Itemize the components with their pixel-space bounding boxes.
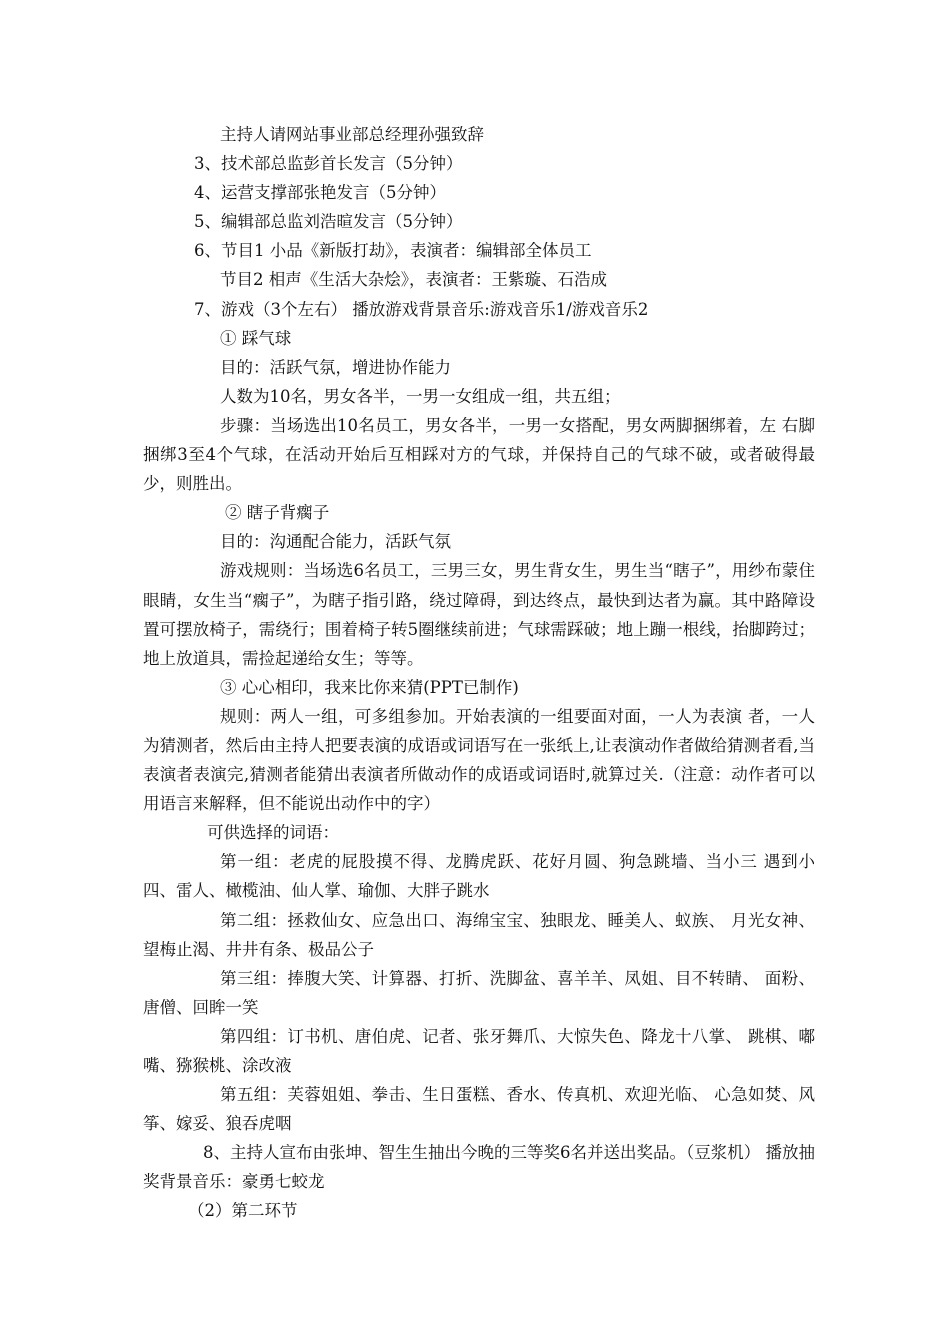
word-options-title: 可供选择的词语： xyxy=(207,823,339,843)
agenda-item-7: 7、游戏（3个左右） 播放游戏背景音乐:游戏音乐1/游戏音乐2 xyxy=(194,299,649,319)
word-group-3: 第三组：捧腹大笑、计算器、打折、洗脚盆、喜羊羊、凤姐、目不转睛、 面粉、唐僧、回眸一笑 xyxy=(143,968,815,1017)
word-group-4: 第四组：订书机、唐伯虎、记者、张牙舞爪、大惊失色、降龙十八掌、 跳棋、嘟嘴、猕猴桃、涂改液 xyxy=(143,1026,815,1075)
section-2-heading: （2）第二环节 xyxy=(188,1201,298,1221)
word-group-1: 第一组：老虎的屁股摸不得、龙腾虎跃、花好月圆、狗急跳墙、当小三 遇到小四、雷人、橄榄油、仙人掌、瑜伽、大胖子跳水 xyxy=(143,852,815,901)
game-1-title: ① 踩气球 xyxy=(220,328,292,348)
word-group-5: 第五组：芙蓉姐姐、拳击、生日蛋糕、香水、传真机、欢迎光临、 心急如焚、风筝、嫁妥、狼吞虎咽 xyxy=(143,1085,815,1134)
agenda-item-4: 4、运营支撑部张艳发言（5分钟） xyxy=(194,183,446,203)
program-2-line: 节目2 相声《生活大杂烩》，表演者：王紫璇、石浩成 xyxy=(220,270,607,290)
agenda-item-5: 5、编辑部总监刘浩暄发言（5分钟） xyxy=(194,212,463,232)
host-invite-line: 主持人请网站事业部总经理孙强致辞 xyxy=(220,125,484,144)
game-1-people: 人数为10名，男女各半，一男一女组成一组，共五组； xyxy=(220,386,621,406)
document-body xyxy=(143,120,815,1226)
game-2-title: ② 瞎子背瘸子 xyxy=(225,503,330,523)
word-group-2: 第二组：拯救仙女、应急出口、海绵宝宝、独眼龙、睡美人、蚁族、 月光女神、望梅止渴、井井有条、极品公子 xyxy=(143,910,815,959)
agenda-item-3: 3、技术部总监彭首长发言（5分钟） xyxy=(194,154,463,174)
game-3-rules: 规则：两人一组，可多组参加。开始表演的一组要面对面，一人为表演 者，一人为猜测者，然后由主持人把要表演的成语或词语写在一张纸上,让表演动作者做给猜测者看,当表演者表演完,猜测者能猜出表演者所做动作的成语或词语时,就算过关.（注意：动作者可以用语言来解释，但不能说出动作中的字） xyxy=(143,706,815,814)
agenda-item-8: 8、主持人宣布由张坤、智生生抽出今晚的三等奖6名并送出奖品。（豆浆机） 播放抽奖背景音乐：豪勇七蛟龙 xyxy=(143,1143,815,1192)
game-3-title: ③ 心心相印，我来比你来猜(PPT已制作) xyxy=(220,677,519,697)
game-2-rules: 游戏规则：当场选6名员工，三男三女，男生背女生，男生当“瞎子”，用纱布蒙住眼睛，女生当“瘸子”，为瞎子指引路，绕过障碍，到达终点，最快到达者为赢。其中路障设置可摆放椅子，需绕行；围着椅子转5圈继续前进；气球需踩破；地上蹦一根线，抬脚跨过；地上放道具，需捡起递给女生；等等。 xyxy=(143,561,815,668)
game-1-purpose: 目的：活跃气氛，增进协作能力 xyxy=(220,357,451,377)
game-1-steps: 步骤：当场选出10名员工，男女各半，一男一女搭配，男女两脚捆绑着，左 右脚捆绑3至4个气球，在活动开始后互相踩对方的气球，并保持自己的气球不破，或者破得最少，则胜出。 xyxy=(143,415,815,494)
agenda-item-6: 6、节目1 小品《新版打劫》，表演者：编辑部全体员工 xyxy=(194,241,592,261)
game-2-purpose: 目的：沟通配合能力，活跃气氛 xyxy=(220,532,451,552)
